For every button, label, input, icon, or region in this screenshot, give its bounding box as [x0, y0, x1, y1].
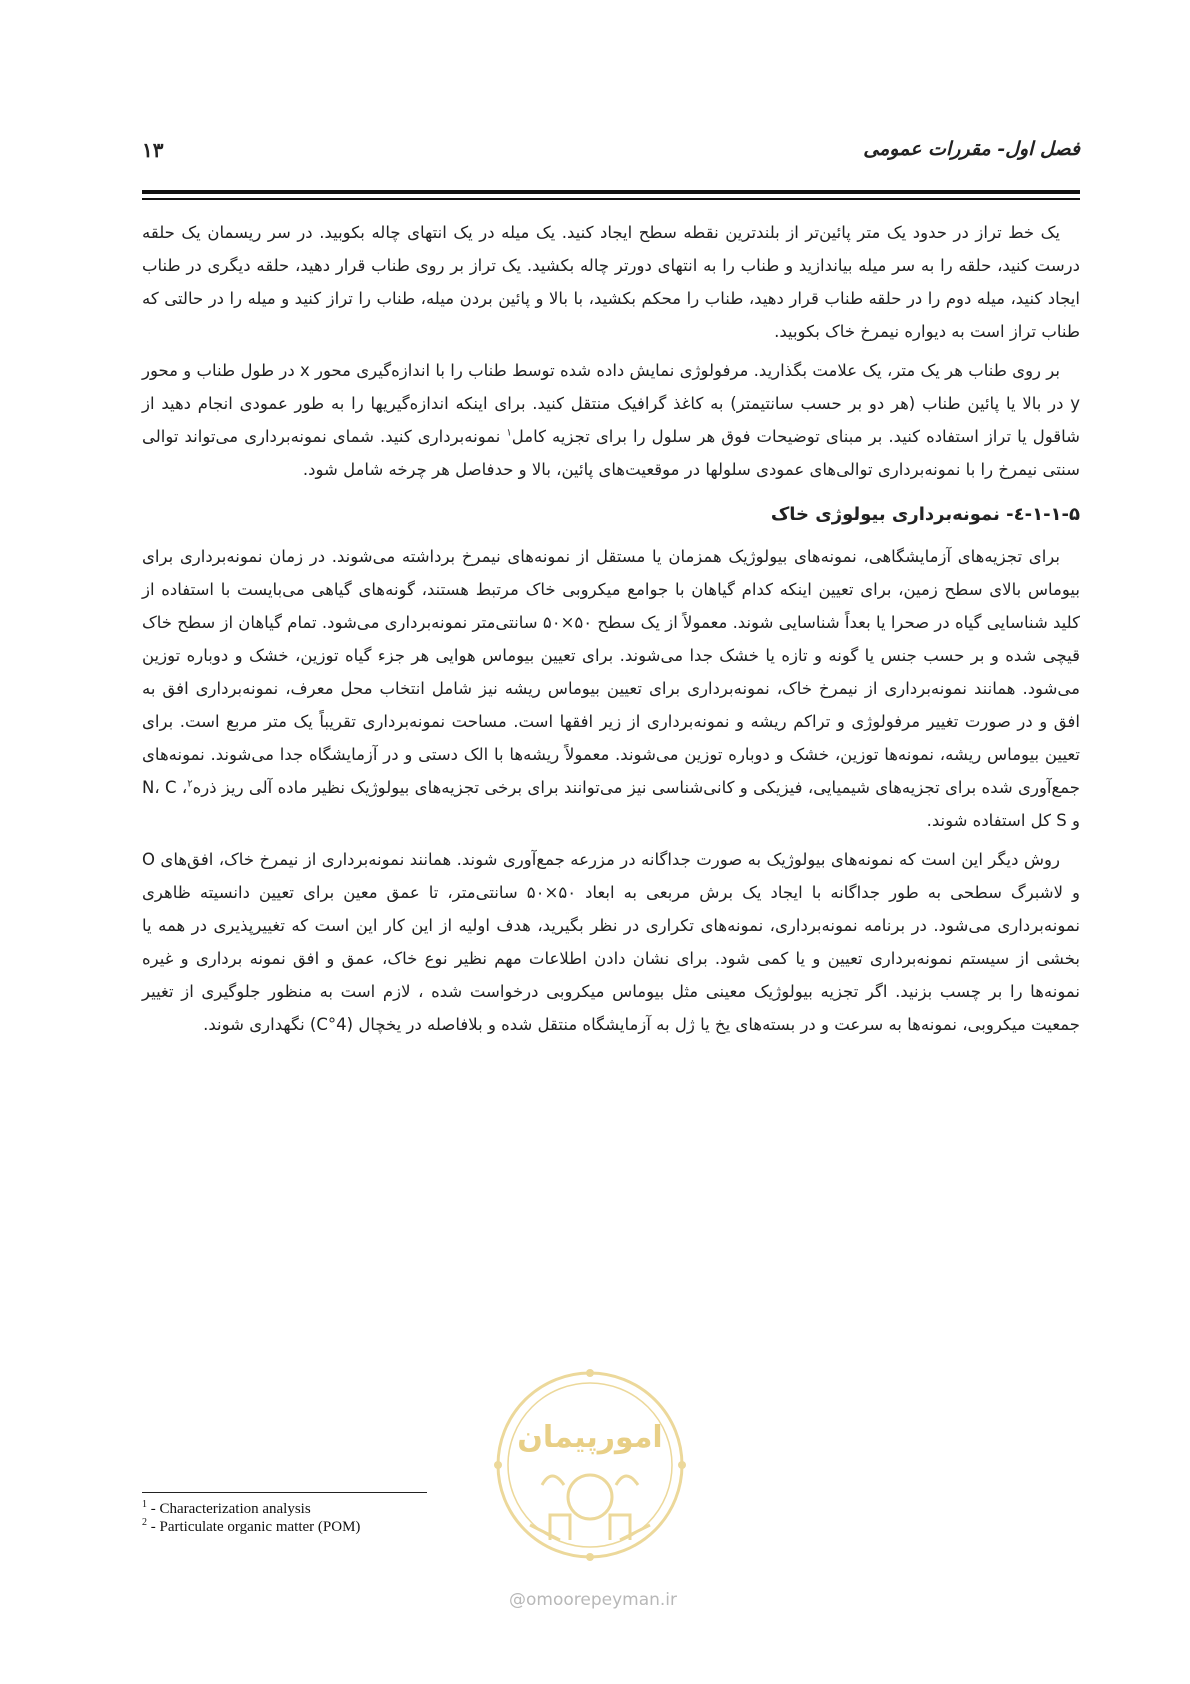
paragraph-3	[142, 540, 1080, 837]
watermark-site[interactable]: @omoorepeyman.ir	[508, 1590, 678, 1610]
body-text	[142, 216, 1080, 1047]
footnote-1-text: - Characterization analysis	[147, 1501, 311, 1517]
footnote-2-number: 2	[142, 1517, 147, 1528]
footnote-2	[142, 1518, 360, 1536]
watermark-logo-text: امورپیمان	[517, 1420, 663, 1455]
footnote-2-text: - Particulate organic matter (POM)	[147, 1519, 361, 1535]
paragraph-3-part-b: ، N، C و S کل استفاده شوند.	[142, 778, 1080, 830]
header-rule-thin	[142, 198, 1080, 200]
paragraph-2	[142, 354, 1080, 486]
footnote-ref-1[interactable]: ۱	[506, 427, 512, 439]
footnote-1-number: 1	[142, 1499, 147, 1510]
footnotes	[142, 1500, 360, 1536]
paragraph-2-part-a: بر روی طناب هر یک متر، یک علامت بگذارید. مرفولوژی نمایش داده شده توسط طناب را با اندازه‌گیری محور x در طول طناب و محور y در بالا یا پائین طناب (هر دو بر حسب سانتیمتر) به کاغذ گرافیک منتقل کنید. برای اینکه اندازه‌گیریها را به طور عمودی انجام دهید از شاقول یا تراز استفاده کنید. بر مبنای توضیحات فوق هر سلول را برای تجزیه کامل	[142, 361, 1081, 446]
footnote-1	[142, 1500, 360, 1518]
chapter-title: فصل اول- مقررات عمومی	[863, 138, 1080, 160]
section-heading: ۱-۱-۵-٤- نمونه‌برداری بیولوژی خاک	[770, 504, 1080, 525]
paragraph-4: روش دیگر این است که نمونه‌های بیولوژیک به صورت جداگانه در مزرعه جمع‌آوری شوند. همانند نمونه‌برداری از نیمرخ خاک، افق‌های O و لاشبرگ سطحی به طور جداگانه با ایجاد یک برش مربعی به ابعاد ۵۰×۵۰ سانتی‌متر، تا عمق معین برای تعیین دانسیته ظاهری نمونه‌برداری می‌شود. در برنامه نمونه‌برداری، نمونه‌های تکراری در نظر بگیرید، هدف اولیه از این کار این است که تغییرپذیری در همه یا بخشی از سیستم نمونه‌برداری تعیین و یا کمی شود. برای نشان دادن اطلاعات مهم نظیر نوع خاک، عمق و افق نمونه برداری و غیره نمونه‌ها را بر چسب بزنید. اگر تجزیه بیولوژیک معینی مثل بیوماس میکروبی درخواست شده ، لازم است به منظور جلوگیری از تغییر جمعیت میکروبی، نمونه‌ها به سرعت و در بسته‌های یخ یا ژل به آزمایشگاه منتقل شده و بلافاصله در یخچال (4°C) نگهداری شوند.	[142, 850, 1080, 1034]
footnote-separator	[142, 1492, 427, 1493]
watermark-logo	[490, 1365, 690, 1575]
paragraph-3-part-a: برای تجزیه‌های آزمایشگاهی، نمونه‌های بیولوژیک همزمان یا مستقل از نمونه‌های نیمرخ برداشته می‌شوند. در زمان نمونه‌برداری برای بیوماس بالای سطح زمین، برای تعیین اینکه کدام گیاهان با جوامع میکروبی خاک مرتبط هستند، گونه‌های گیاهی می‌بایست با استفاده از کلید شناسایی گیاه در صحرا یا بعداً شناسایی شوند. معمولاً از یک سطح ۵۰×۵۰ سانتی‌متر نمونه‌برداری می‌شود. تمام گیاهان از سطح خاک قیچی شده و بر حسب جنس یا گونه و تازه یا خشک جدا می‌شوند. برای تعیین بیوماس هوایی هر جزء گیاه توزین، خشک و دوباره توزین می‌شود. همانند نمونه‌برداری از نیمرخ خاک، نمونه‌برداری برای تعیین بیوماس ریشه نیز شامل انتخاب محل معرف، نمونه‌برداری افق به افق و در صورت تغییر مرفولوژی و تراکم ریشه و نمونه‌برداری از زیر افقها است. مساحت نمونه‌برداری تقریباً یک متر مربع است. برای تعیین بیوماس ریشه، نمونه‌ها توزین، خشک و دوباره توزین می‌شوند. معمولاً ریشه‌ها با الک دستی و در آزمایشگاه جدا می‌شوند. نمونه‌های جمع‌آوری شده برای تجزیه‌های شیمیایی، فیزیکی و کانی‌شناسی نیز می‌توانند برای برخی تجزیه‌های بیولوژیک نظیر ماده آلی ریز ذره	[142, 547, 1080, 797]
paragraph-1: یک خط تراز در حدود یک متر پائین‌تر از بلندترین نقطه سطح ایجاد کنید. یک میله در یک انتهای چاله بکوبید. در سر ریسمان یک حلقه درست کنید، حلقه را به سر میله بیاندازید و طناب را به انتهای دورتر چاله بکشید. یک تراز بر روی طناب قرار دهید، حلقه دیگری در طناب ایجاد کنید، میله دوم را در حلقه طناب قرار دهید، طناب را محکم بکشید، با بالا و پائین بردن میله، طناب را تراز کنید و میله را در حالتی که طناب تراز است به دیواره نیمرخ خاک بکوبید.	[142, 223, 1080, 341]
paragraph-2-part-b: نمونه‌برداری کنید. شمای نمونه‌برداری می‌تواند توالی سنتی نیمرخ را با نمونه‌برداری توالی‌های عمودی سلولها در موقعیت‌های پائین، بالا و حدفاصل هر چرخه شامل شود.	[142, 427, 1080, 479]
footnote-ref-2[interactable]: ۲	[187, 778, 193, 790]
page-header	[142, 138, 1080, 172]
seal-icon	[490, 1365, 690, 1575]
page-number: ۱۳	[142, 138, 164, 162]
header-rule-thick	[142, 190, 1080, 194]
